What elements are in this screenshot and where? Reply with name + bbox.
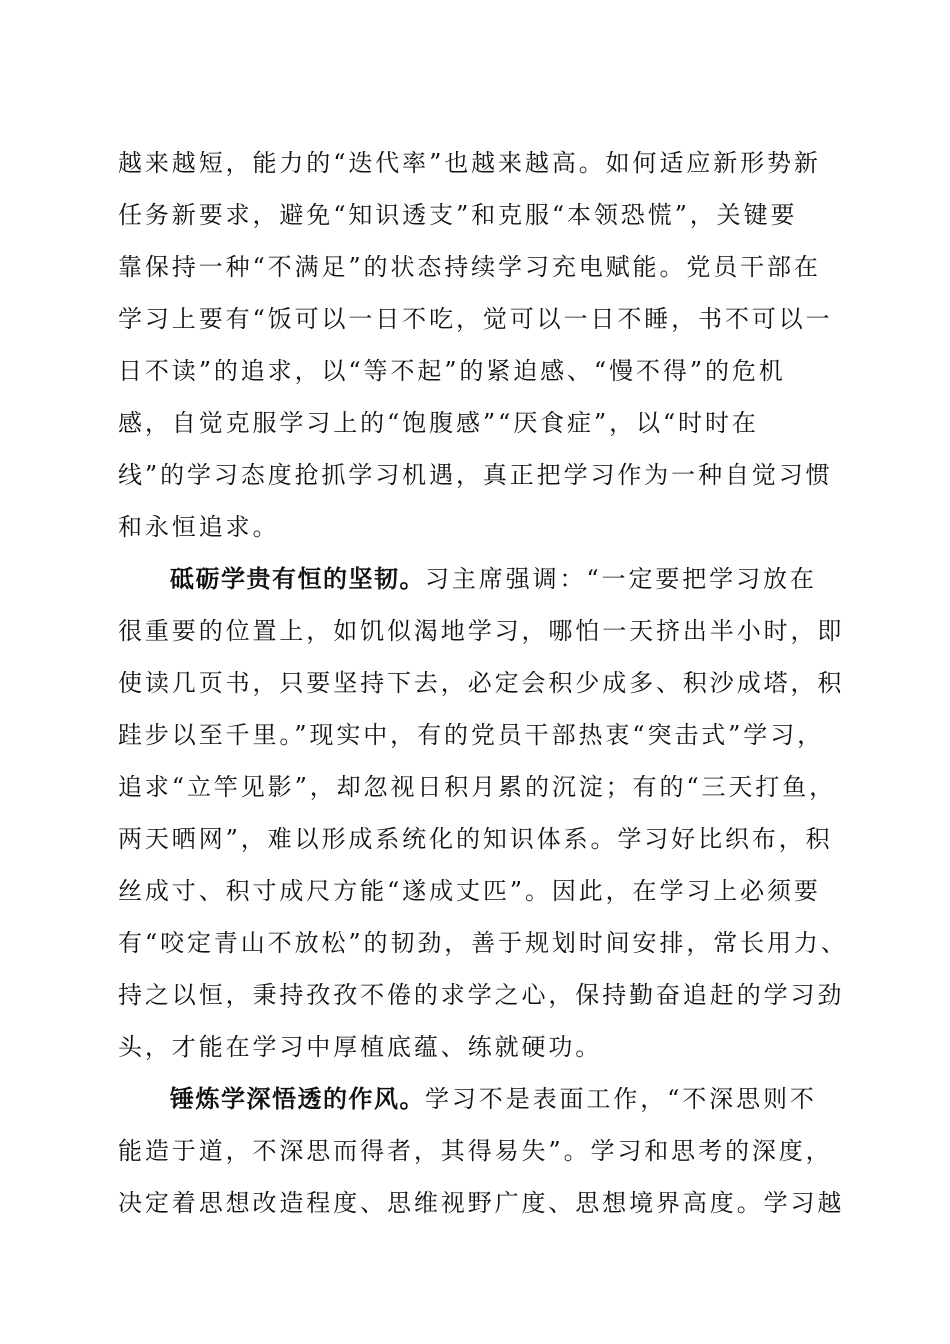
paragraph-2 bbox=[118, 553, 848, 1073]
text-line: 丝成寸、积寸成尺方能“遂成丈匹”。因此，在学习上必须要 bbox=[118, 877, 821, 905]
paragraph-first-line bbox=[118, 553, 830, 605]
text-line: 决定着思想改造程度、思维视野广度、思想境界高度。学习越 bbox=[118, 1189, 845, 1217]
text-line-rest: 学习不是表面工作，“不深思则不 bbox=[425, 1085, 817, 1113]
text-line: 越来越短，能力的“迭代率”也越来越高。如何适应新形势新 bbox=[118, 149, 821, 177]
text-line: 感，自觉克服学习上的“饱腹感”“厌食症”，以“时时在 bbox=[118, 409, 759, 437]
text-line: 能造于道，不深思而得者，其得易失”。学习和思考的深度， bbox=[118, 1137, 833, 1165]
paragraph-first-line bbox=[118, 1073, 830, 1125]
text-line: 持之以恒，秉持孜孜不倦的求学之心，保持勤奋追赶的学习劲 bbox=[118, 981, 845, 1009]
text-line: 头，才能在学习中厚植底蕴、练就硬功。 bbox=[118, 1033, 603, 1061]
text-line-rest: 习主席强调：“一定要把学习放在 bbox=[425, 565, 817, 593]
text-line: 靠保持一种“不满足”的状态持续学习充电赋能。党员干部在 bbox=[118, 253, 821, 281]
section-heading-depth: 锤炼学深悟透的作风。 bbox=[170, 1085, 425, 1113]
text-line: 使读几页书，只要坚持下去，必定会积少成多、积沙成塔，积 bbox=[118, 669, 845, 697]
paragraph-3 bbox=[118, 1073, 845, 1229]
text-line: 追求“立竿见影”，却忽视日积月累的沉淀；有的“三天打鱼， bbox=[118, 773, 837, 801]
text-line: 线”的学习态度抢抓学习机遇，真正把学习作为一种自觉习惯 bbox=[118, 461, 833, 489]
text-line: 日不读”的追求，以“等不起”的紧迫感、“慢不得”的危机 bbox=[118, 357, 786, 385]
paragraph-1 bbox=[118, 137, 833, 553]
text-line: 两天晒网”，难以形成系统化的知识体系。学习好比织布，积 bbox=[118, 825, 833, 853]
text-line: 和永恒追求。 bbox=[118, 513, 280, 541]
text-line: 学习上要有“饭可以一日不吃，觉可以一日不睡，书不可以一 bbox=[118, 305, 833, 333]
section-heading-persistence: 砥砺学贵有恒的坚韧。 bbox=[170, 565, 425, 593]
text-line: 有“咬定青山不放松”的韧劲，善于规划时间安排，常长用力、 bbox=[118, 929, 848, 957]
body-text bbox=[118, 137, 848, 1229]
text-line: 很重要的位置上，如饥似渴地学习，哪怕一天挤出半小时，即 bbox=[118, 617, 845, 645]
text-line: 跬步以至千里。”现实中，有的党员干部热衷“突击式”学习， bbox=[118, 721, 825, 749]
text-line: 任务新要求，避免“知识透支”和克服“本领恐慌”，关键要 bbox=[118, 201, 798, 229]
